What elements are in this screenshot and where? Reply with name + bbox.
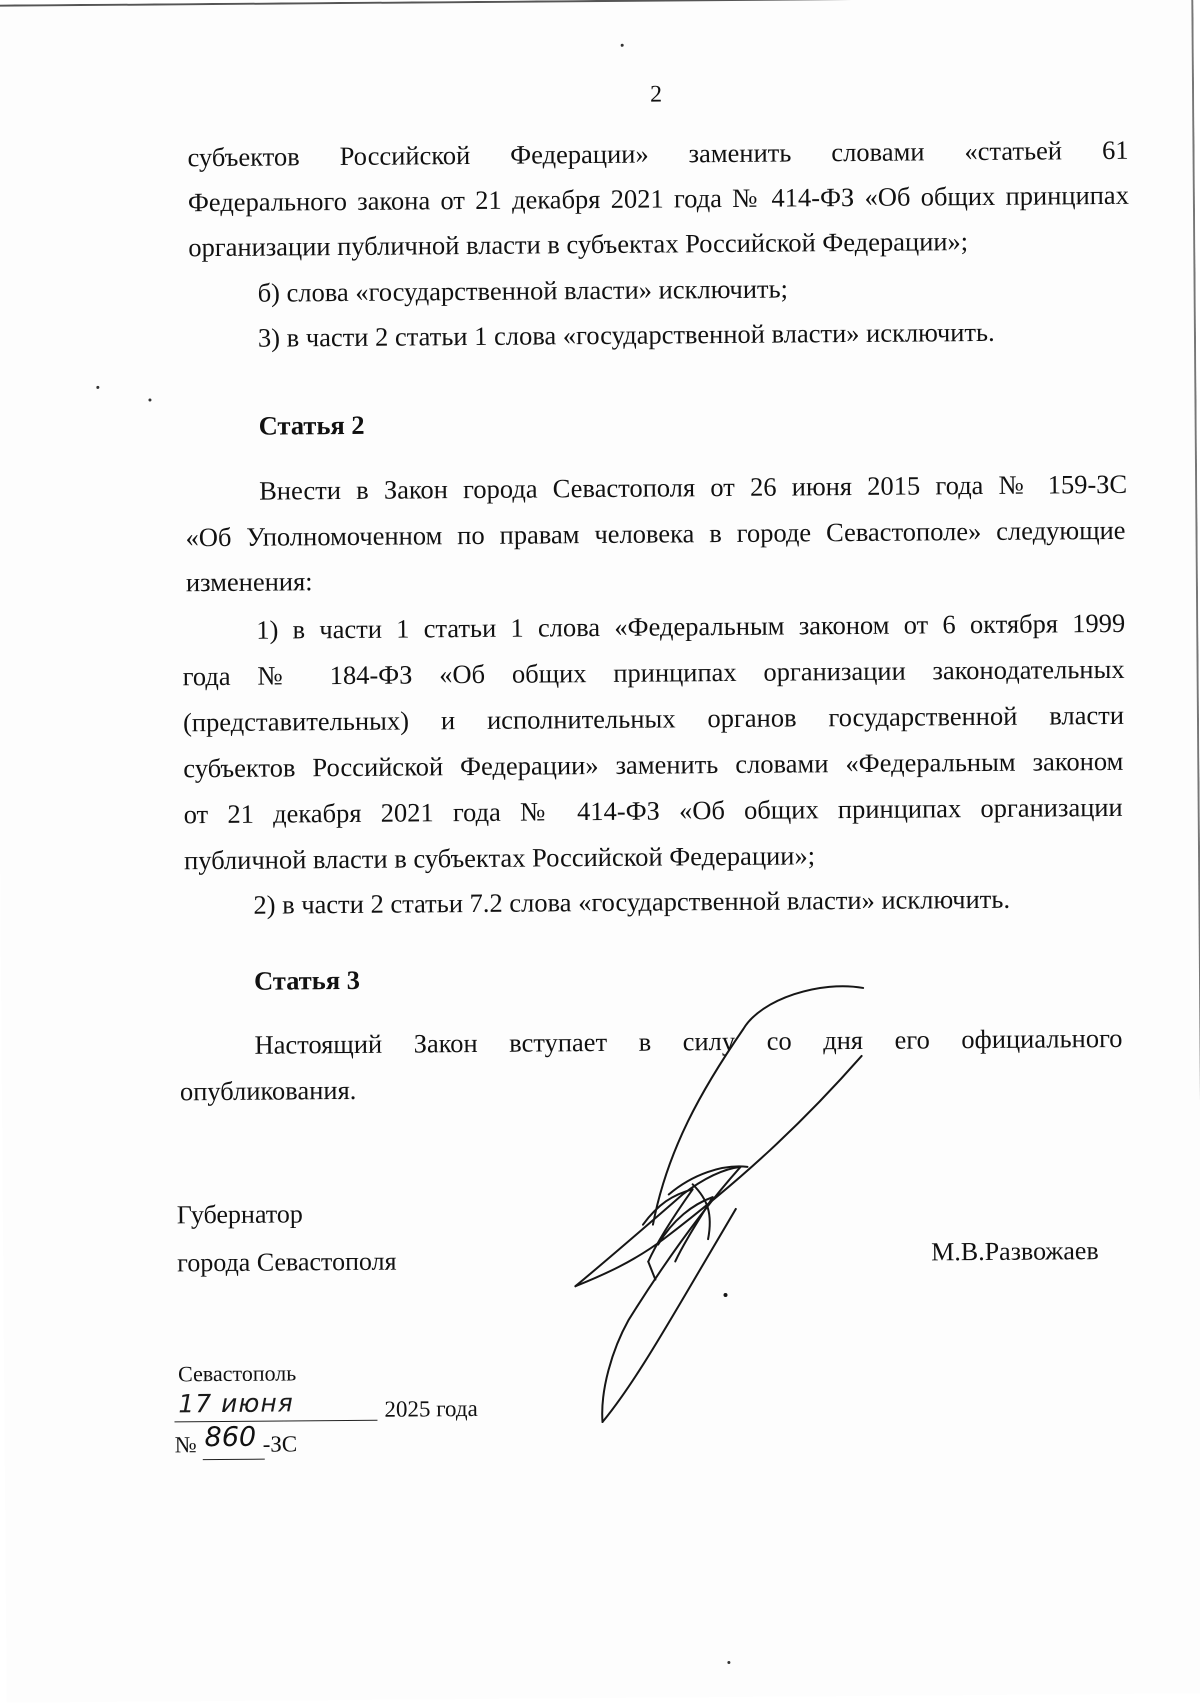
article-3-line-1: Настоящий Закон вступает в силу со дня его официального xyxy=(254,1022,1123,1060)
signatory-title-line-1: Губернатор xyxy=(176,1199,303,1230)
article-2-item-1-line-3: (представительных) и исполнительных органов государственной власти xyxy=(182,699,1125,738)
continuation-item-b: б) слова «государственной власти» исключить; xyxy=(257,273,789,308)
article-2-intro-line-3: изменения: xyxy=(185,566,313,598)
article-2-intro-line-2: «Об Уполномоченном по правам человека в городе Севастополе» следующие xyxy=(185,514,1126,553)
number-sign: № xyxy=(174,1432,197,1458)
number-suffix: -ЗС xyxy=(262,1431,298,1457)
article-2-intro-line-1: Внести в Закон города Севастополя от 26 июня 2015 года № 159-ЗС xyxy=(259,468,1128,506)
number-underline xyxy=(203,1459,265,1460)
page-number: 2 xyxy=(649,81,663,108)
scan-speck xyxy=(96,386,99,389)
scan-speck xyxy=(727,1661,730,1664)
scan-edge-right xyxy=(1191,0,1200,1693)
article-3-line-2: опубликования. xyxy=(179,1074,357,1107)
article-2-item-2: 2) в части 2 статьи 7.2 слова «государственной власти» исключить. xyxy=(253,883,1011,920)
signatory-title xyxy=(177,1190,397,1288)
article-2-heading: Статья 2 xyxy=(258,409,365,441)
continuation-line-3: организации публичной власти в субъектах Российской Федерации»; xyxy=(188,226,969,263)
continuation-line-1: субъектов Российской Федерации» заменить словами «статьей 61 xyxy=(187,134,1129,173)
article-3-heading: Статья 3 xyxy=(253,964,361,996)
scan-speck xyxy=(621,44,624,47)
footer-number xyxy=(174,1422,374,1466)
footer-year: 2025 года xyxy=(384,1395,478,1422)
article-2-item-1-line-1: 1) в части 1 статьи 1 слова «Федеральным законом от 6 октября 1999 xyxy=(256,607,1126,645)
article-2-item-1-line-5: от 21 декабря 2021 года № 414-ФЗ «Об общих принципах организации xyxy=(183,791,1123,830)
scan-speck xyxy=(148,399,151,402)
signatory-title-line-2: города Севастополя xyxy=(177,1246,397,1278)
continuation-line-2: Федерального закона от 21 декабря 2021 года № 414-ФЗ «Об общих принципах xyxy=(187,179,1129,218)
footer-place: Севастополь xyxy=(178,1360,297,1387)
handwritten-date: 17 июня xyxy=(178,1388,294,1419)
article-2-item-1-line-4: субъектов Российской Федерации» заменить словами «Федеральным законом xyxy=(183,745,1124,784)
article-2-item-1-line-6: публичной власти в субъектах Российской Федерации»; xyxy=(183,840,816,876)
handwritten-number: 860 xyxy=(204,1421,257,1454)
scan-edge-top xyxy=(0,0,1193,7)
signatory-name: М.В.Развожаев xyxy=(931,1236,1099,1267)
continuation-item-3: 3) в части 2 статьи 1 слова «государственной власти» исключить. xyxy=(257,316,995,353)
article-2-item-1-line-2: года № 184-ФЗ «Об общих принципах организации законодательных xyxy=(182,653,1125,692)
